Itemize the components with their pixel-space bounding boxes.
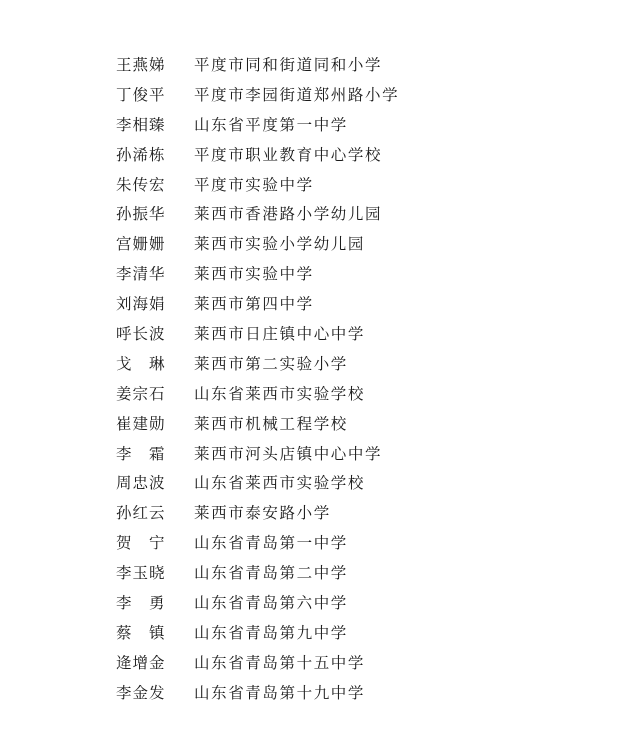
list-item [116, 562, 399, 592]
person-name: 戈 琳 [116, 354, 166, 373]
person-name: 贺 宁 [116, 534, 166, 553]
person-name: 李金发 [116, 683, 166, 702]
list-item [116, 502, 399, 532]
list-item [116, 293, 399, 323]
school-name: 莱西市日庄镇中心中学 [194, 325, 366, 344]
person-name: 蔡 镇 [116, 623, 166, 642]
person-name: 周忠波 [116, 474, 166, 493]
school-name: 平度市实验中学 [194, 175, 314, 194]
person-name: 逄增金 [116, 653, 166, 672]
school-name: 莱西市实验中学 [194, 265, 314, 284]
person-name: 刘海娟 [116, 295, 166, 314]
list-item [116, 263, 399, 293]
school-name: 山东省平度第一中学 [194, 115, 348, 134]
list-item [116, 472, 399, 502]
list-item [116, 203, 399, 233]
list-item [116, 532, 399, 562]
person-name: 李 勇 [116, 594, 166, 613]
school-name: 山东省青岛第九中学 [194, 623, 348, 642]
list-item [116, 353, 399, 383]
list-item [116, 622, 399, 652]
list-item [116, 443, 399, 473]
person-name: 李 霜 [116, 444, 166, 463]
list-item [116, 682, 399, 712]
list-item [116, 413, 399, 443]
list-item [116, 652, 399, 682]
person-name: 孙红云 [116, 504, 166, 523]
person-name: 孙振华 [116, 205, 166, 224]
school-name: 莱西市第四中学 [194, 295, 314, 314]
person-name: 李相臻 [116, 115, 166, 134]
person-name: 丁俊平 [116, 85, 166, 104]
list-item [116, 84, 399, 114]
list-item [116, 323, 399, 353]
person-name: 崔建勋 [116, 414, 166, 433]
school-name: 平度市同和街道同和小学 [194, 56, 383, 74]
school-name: 莱西市第二实验小学 [194, 354, 348, 373]
school-name: 山东省莱西市实验学校 [194, 384, 366, 403]
school-name: 莱西市河头店镇中心中学 [194, 444, 383, 463]
person-name: 孙浠栋 [116, 145, 166, 164]
school-name: 莱西市香港路小学幼儿园 [194, 205, 383, 224]
person-name: 朱传宏 [116, 175, 166, 194]
list-item [116, 383, 399, 413]
school-name: 莱西市实验小学幼儿园 [194, 235, 366, 254]
person-name: 呼长波 [116, 325, 166, 344]
school-name: 山东省青岛第十五中学 [194, 653, 366, 672]
school-name: 山东省青岛第一中学 [194, 534, 348, 553]
person-name: 王燕娣 [116, 56, 166, 74]
school-name: 山东省青岛第二中学 [194, 564, 348, 583]
list-item [116, 174, 399, 204]
school-name: 山东省莱西市实验学校 [194, 474, 366, 493]
list-item [116, 54, 399, 84]
school-name: 山东省青岛第六中学 [194, 594, 348, 613]
list-item [116, 144, 399, 174]
name-school-list [116, 54, 399, 712]
school-name: 平度市职业教育中心学校 [194, 145, 383, 164]
person-name: 李清华 [116, 265, 166, 284]
person-name: 宫姗姗 [116, 235, 166, 254]
school-name: 平度市李园街道郑州路小学 [194, 85, 400, 104]
list-item [116, 233, 399, 263]
list-item [116, 592, 399, 622]
school-name: 山东省青岛第十九中学 [194, 683, 366, 702]
school-name: 莱西市泰安路小学 [194, 504, 331, 523]
person-name: 李玉晓 [116, 564, 166, 583]
school-name: 莱西市机械工程学校 [194, 414, 348, 433]
person-name: 姜宗石 [116, 384, 166, 403]
list-item [116, 114, 399, 144]
